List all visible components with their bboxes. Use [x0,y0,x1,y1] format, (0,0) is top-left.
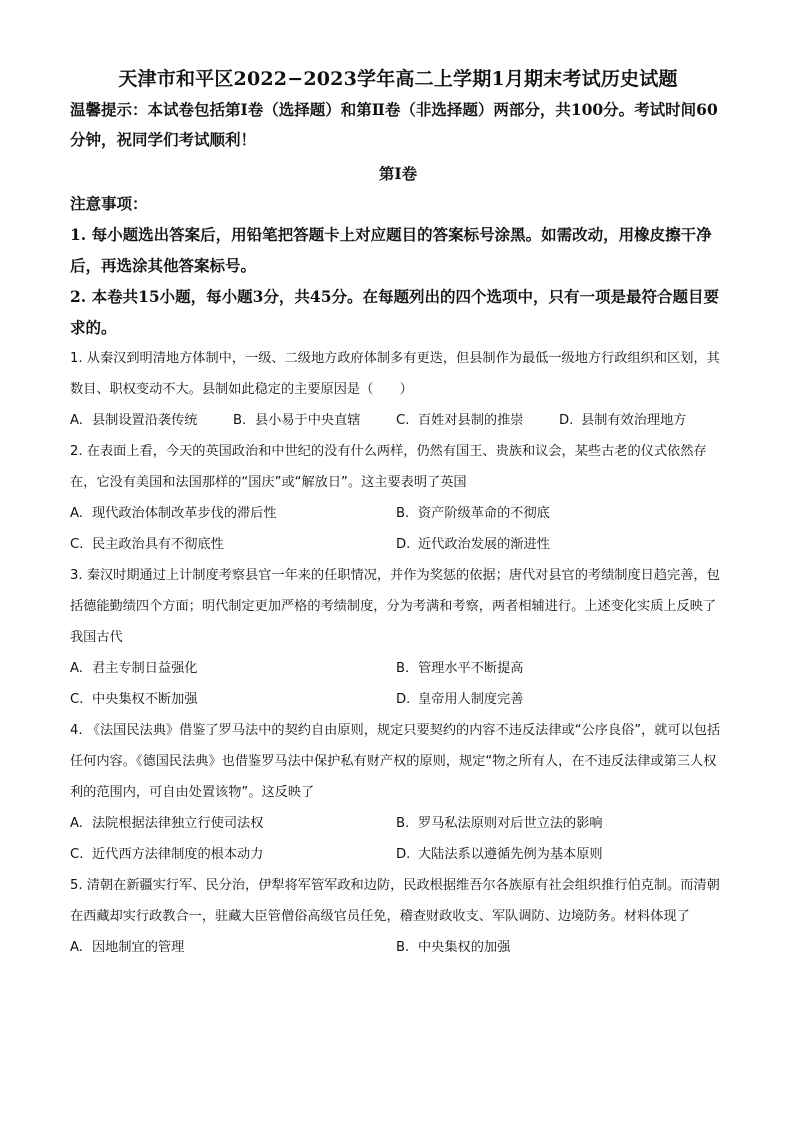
option-letter: B. [233,413,247,428]
question-5 [70,870,726,963]
exam-page [70,64,726,963]
option-text: 现代政治体制改革步伐的滞后性 [92,506,277,521]
option-text: 民主政治具有不彻底性 [92,537,224,552]
option-c [70,684,396,715]
option-letter: B. [396,506,410,521]
option-d [396,839,722,870]
option-b [396,808,722,839]
option-c [70,839,396,870]
option-text: 县制有效治理地方 [581,413,687,428]
option-d [396,529,722,560]
option-b [396,498,722,529]
option-letter: C. [396,413,410,428]
option-a [70,653,396,684]
option-c [70,529,396,560]
question-stem: 2. 在表面上看，今天的英国政治和中世纪的没有什么两样，仍然有国王、贵族和议会，某些古老的仪式依然存在，它没有美国和法国那样的“国庆”或“解放日”。这主要表明了英国 [70,444,707,490]
question-options [70,498,726,560]
option-text: 县制设置沿袭传统 [92,413,198,428]
option-letter: A. [70,940,83,955]
option-letter: D. [559,413,574,428]
option-text: 百姓对县制的推崇 [418,413,524,428]
question-options [70,932,726,963]
option-letter: C. [70,692,84,707]
instruction-1: 1. 每小题选出答案后，用铅笔把答题卡上对应题目的答案标号涂黑。如需改动，用橡皮擦干净后，再选涂其他答案标号。 [70,225,712,275]
option-b [233,405,396,436]
question-options [70,405,726,436]
option-text: 君主专制日益强化 [92,661,198,676]
option-d [396,684,722,715]
option-d [559,405,719,436]
option-letter: B. [396,661,410,676]
attention-heading: 注意事项： [70,194,148,213]
option-a [70,932,396,963]
option-letter: B. [396,816,410,831]
option-text: 管理水平不断提高 [418,661,524,676]
option-a [70,405,233,436]
question-options [70,808,726,870]
option-text: 中央集权不断加强 [92,692,198,707]
question-stem: 1. 从秦汉到明清地方体制中，一级、二级地方政府体制多有更迭，但县制作为最低一级地方行政组织和区划，其数目、职权变动不大。县制如此稳定的主要原因是（ ） [70,351,720,397]
option-letter: D. [396,847,411,862]
option-a [70,498,396,529]
option-letter: A. [70,661,83,676]
question-1 [70,343,726,436]
question-stem: 3. 秦汉时期通过上计制度考察县官一年来的任职情况，并作为奖惩的依据；唐代对县官的考绩制度日趋完善，包括德能勤绩四个方面；明代制定更加严格的考绩制度，分为考满和考察，两者相辅进行。上述变化实质上反映了我国古代 [70,568,720,645]
option-text: 大陆法系以遵循先例为基本原则 [418,847,603,862]
option-text: 资产阶级革命的不彻底 [418,506,550,521]
question-3 [70,560,726,715]
option-c [396,405,559,436]
option-letter: A. [70,816,83,831]
option-text: 近代西方法律制度的根本动力 [92,847,264,862]
question-options [70,653,726,715]
question-stem: 5. 清朝在新疆实行军、民分治，伊犁将军管军政和边防，民政根据维吾尔各族原有社会组织推行伯克制。而清朝在西藏却实行政教合一，驻藏大臣管僧俗高级官员任免，稽查财政收支、军队调防、边境防务。材料体现了 [70,878,720,924]
option-b [396,653,722,684]
option-text: 皇帝用人制度完善 [418,692,524,707]
section-title: 第Ⅰ卷 [378,164,418,183]
option-text: 近代政治发展的渐进性 [418,537,550,552]
option-letter: C. [70,537,84,552]
option-letter: A. [70,506,83,521]
option-text: 法院根据法律独立行使司法权 [92,816,264,831]
option-letter: C. [70,847,84,862]
option-letter: D. [396,692,411,707]
option-a [70,808,396,839]
exam-notice: 温馨提示：本试卷包括第Ⅰ卷（选择题）和第Ⅱ卷（非选择题）两部分，共100分。考试时间60分钟，祝同学们考试顺利！ [70,100,718,149]
option-text: 中央集权的加强 [418,940,511,955]
option-text: 县小易于中央直辖 [255,413,361,428]
option-letter: B. [396,940,410,955]
question-2 [70,436,726,560]
option-letter: A. [70,413,83,428]
option-text: 因地制宜的管理 [92,940,185,955]
question-stem: 4. 《法国民法典》借鉴了罗马法中的契约自由原则，规定只要契约的内容不违反法律或“公序良俗”，就可以包括任何内容。《德国民法典》也借鉴罗马法中保护私有财产权的原则，规定“物之所有人，在不违反法律或第三人权利的范围内，可自由处置该物”。这反映了 [70,723,721,800]
exam-title: 天津市和平区2022−2023学年高二上学期1月期末考试历史试题 [118,68,678,90]
instruction-2: 2. 本卷共15小题，每小题3分，共45分。在每题列出的四个选项中，只有一项是最符合题目要求的。 [70,287,720,337]
option-letter: D. [396,537,411,552]
option-text: 罗马私法原则对后世立法的影响 [418,816,603,831]
question-4 [70,715,726,870]
option-b [396,932,722,963]
